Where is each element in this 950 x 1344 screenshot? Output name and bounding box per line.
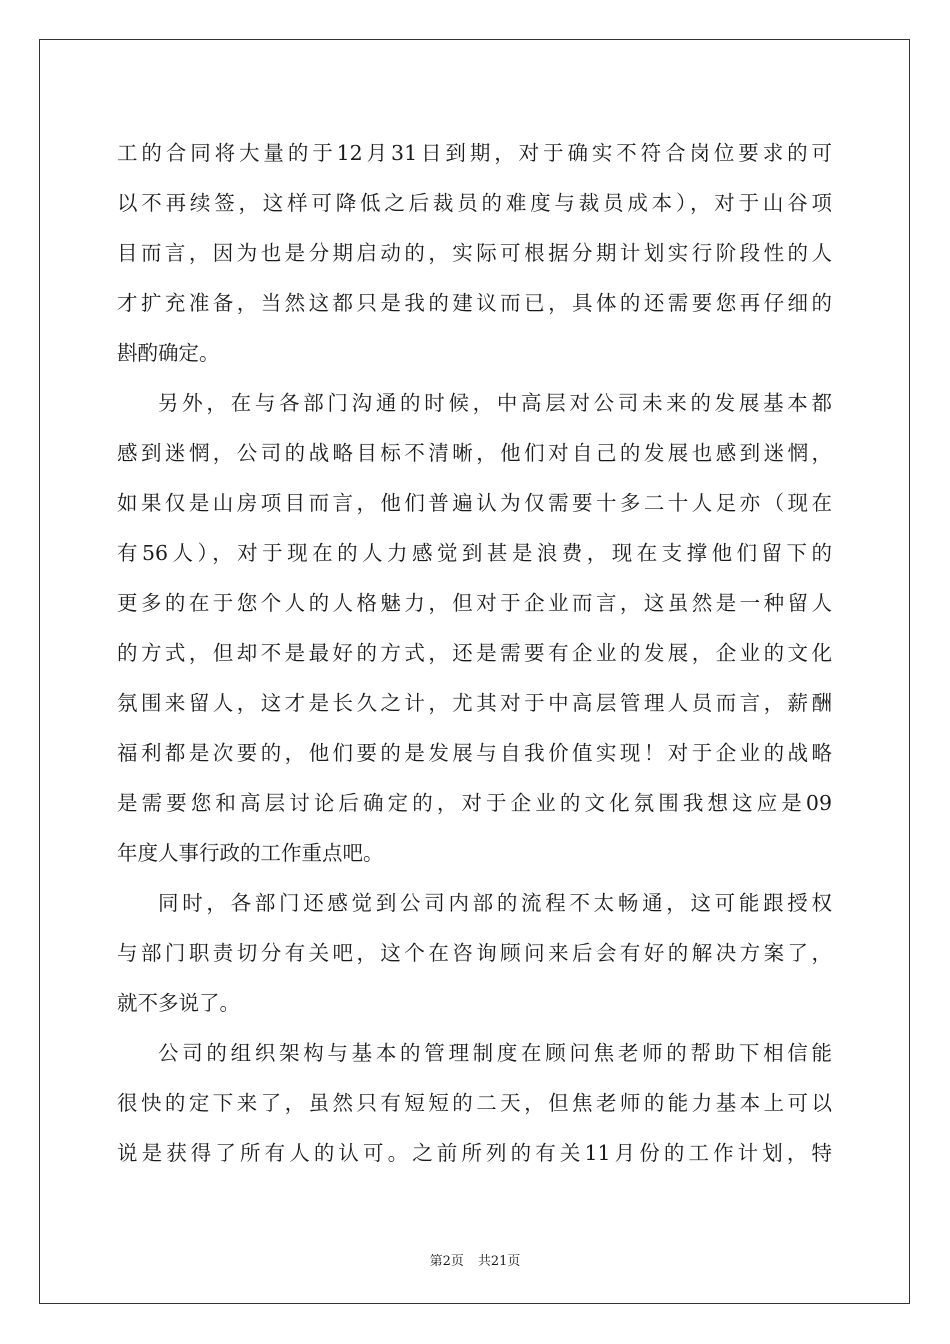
text-line: 就不多说了。	[117, 991, 240, 1015]
text-line: 斟酌确定。	[117, 341, 220, 365]
text-line: 另外，在与各部门沟通的时候，中高层对公司未来的发展基本都	[158, 391, 832, 415]
text-line: 年度人事行政的工作重点吧。	[117, 841, 384, 865]
text-line: 有56人），对于现在的人力感觉到甚是浪费，现在支撑他们留下的	[117, 541, 832, 565]
text-line: 才扩充准备，当然这都只是我的建议而已，具体的还需要您再仔细的	[117, 291, 832, 315]
paragraph	[117, 378, 832, 878]
text-line: 以不再续签，这样可降低之后裁员的难度与裁员成本），对于山谷项	[117, 191, 832, 215]
text-line: 与部门职责切分有关吧，这个在咨询顾问来后会有好的解决方案了，	[117, 941, 832, 965]
text-line: 的方式，但却不是最好的方式，还是需要有企业的发展，企业的文化	[117, 641, 832, 665]
paragraph	[117, 128, 832, 378]
text-line: 是需要您和高层讨论后确定的，对于企业的文化氛围我想这应是09	[117, 791, 832, 815]
paragraph	[117, 1028, 832, 1178]
document-body	[117, 128, 832, 1178]
text-line: 感到迷惘，公司的战略目标不清晰，他们对自己的发展也感到迷惘，	[117, 441, 832, 465]
page-total: 共21页	[477, 1254, 521, 1269]
text-line: 说是获得了所有人的认可。之前所列的有关11月份的工作计划，特	[117, 1141, 832, 1165]
text-line: 目而言，因为也是分期启动的，实际可根据分期计划实行阶段性的人	[117, 241, 832, 265]
text-line: 工的合同将大量的于12月31日到期，对于确实不符合岗位要求的可	[117, 141, 832, 165]
text-line: 公司的组织架构与基本的管理制度在顾问焦老师的帮助下相信能	[158, 1041, 832, 1065]
text-line: 同时，各部门还感觉到公司内部的流程不太畅通，这可能跟授权	[158, 891, 832, 915]
text-line: 很快的定下来了，虽然只有短短的二天，但焦老师的能力基本上可以	[117, 1091, 832, 1115]
page-footer	[0, 1250, 950, 1269]
page-number: 第2页	[429, 1254, 464, 1269]
text-line: 更多的在于您个人的人格魅力，但对于企业而言，这虽然是一种留人	[117, 591, 832, 615]
text-line: 氛围来留人，这才是长久之计，尤其对于中高层管理人员而言，薪酬	[117, 691, 832, 715]
paragraph	[117, 878, 832, 1028]
text-line: 如果仅是山房项目而言，他们普遍认为仅需要十多二十人足亦（现在	[117, 491, 832, 515]
text-line: 福利都是次要的，他们要的是发展与自我价值实现！对于企业的战略	[117, 741, 832, 765]
